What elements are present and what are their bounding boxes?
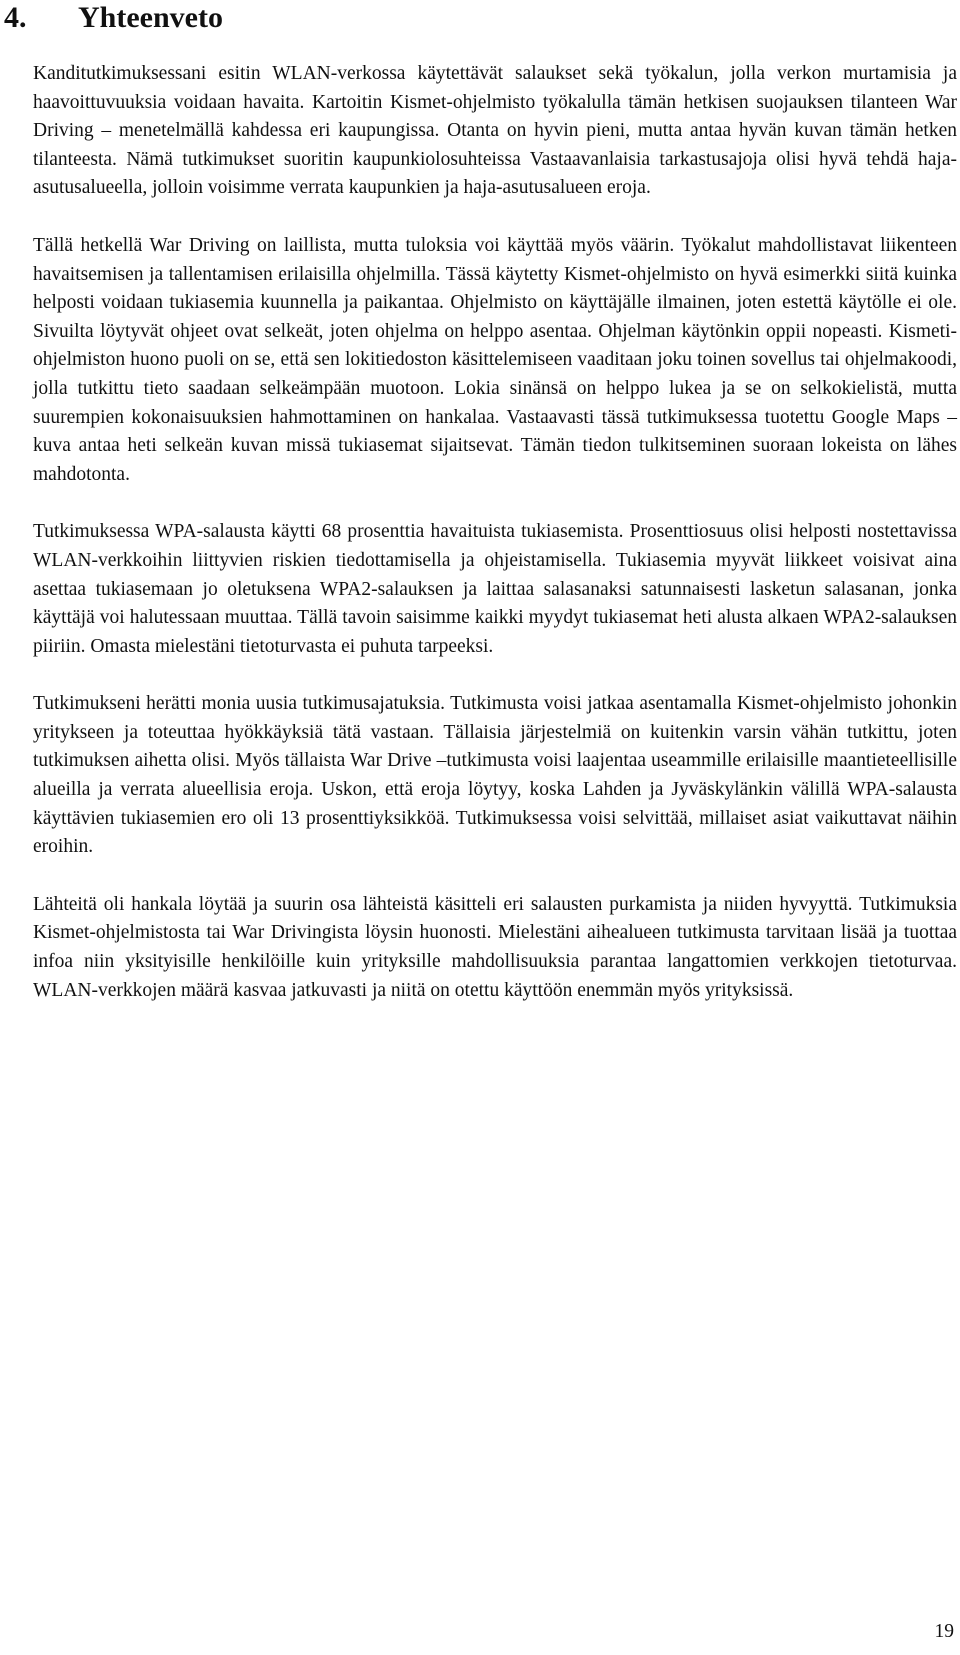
paragraph-sources: Lähteitä oli hankala löytää ja suurin osa lähteistä käsitteli eri salausten purkamista ja niiden hyvyyttä. Tutkimuksia Kismet-ohjelmistosta tai War Drivingista löysin huonosti. Mielestäni aihealueen tutkimusta tarvitaan lisää ja tuottaa infoa niin yksityisille henkilöille kuin yrityksille mahdollisuuksia parantaa langattomien verkkojen tietoturvaa. WLAN-verkkojen määrä kasvaa jatkuvasti ja niitä on otettu käyttöön enemmän myös yrityksissä. bbox=[33, 893, 957, 1001]
section-number: 4. bbox=[4, 1, 27, 34]
paragraph-wpa-results: Tutkimuksessa WPA-salausta käytti 68 prosenttia havaituista tukiasemista. Prosenttiosuus olisi helposti nostettavissa WLAN-verkkoihin liittyvien riskien tiedottamisella ja ohjeistamisella. Tukiasemia myyvät liikkeet voisivat aina asettaa tukiasemaan jo oletuksena WPA2-salauksen ja laittaa salasanaksi satunnaisesti lasketun salasanan, jonka käyttäjä voi halutessaan muuttaa. Tällä tavoin saisimme kaikki myydyt tukiasemat heti alusta alkaen WPA2-salauksen piiriin. Omasta mielestäni tietoturvasta ei puhuta tarpeeksi. bbox=[33, 521, 957, 657]
section-heading bbox=[4, 0, 223, 36]
section-title: Yhteenveto bbox=[78, 1, 223, 34]
paragraph-legality: Tällä hetkellä War Driving on laillista, mutta tuloksia voi käyttää myös väärin. Työkalut mahdollistavat liikenteen havaitsemisen ja tallentamisen erilaisilla ohjelmilla. Tässä käytetty Kismet-ohjelmisto on hyvä esimerkki siitä kuinka helposti voidaan tukiasemia kuunnella ja paikantaa. Ohjelmisto on käyttäjälle ilmainen, joten estettä käytölle ei ole. Sivuilta löytyvät ohjeet ovat selkeät, joten ohjelma on helppo asentaa. Ohjelman käytönkin oppii nopeasti. Kismeti-ohjelmiston huono puoli on se, että sen lokitiedoston käsittelemiseen vaaditaan joku toinen sovellus tai ohjelmakoodi, jolla tutkittu tieto saadaan selkeämpään muotoon. Lokia sinänsä on helppo lukea ja se on selkokielistä, mutta suurempien kokonaisuuksien hahmottaminen on hankalaa. Vastaavasti tässä tutkimuksessa tuotettu Google Maps –kuva antaa heti selkeän kuvan missä tukiasemat sijaitsevat. Tämän tiedon tulkitseminen suoraan lokeista on lähes mahdotonta. bbox=[33, 234, 957, 485]
page-number: 19 bbox=[934, 1621, 954, 1642]
paragraph-summary: Kanditutkimuksessani esitin WLAN-verkossa käytettävät salaukset sekä työkalun, jolla verkon murtamisia ja haavoittuvuuksia voidaan havaita. Kartoitin Kismet-ohjelmisto työkalulla tämän hetkisen suojauksen tilanteen War Driving – menetelmällä kahdessa eri kaupungissa. Otanta on hyvin pieni, mutta antaa hyvän kuvan tämän hetken tilanteesta. Nämä tutkimukset suoritin kaupunkiolosuhteissa Vastaavanlaisia tarkastusajoja olisi hyvä tehdä haja-asutusalueella, jolloin voisimme verrata kaupunkien ja haja-asutusalueen eroja. bbox=[33, 63, 957, 199]
paragraph-future-research: Tutkimukseni herätti monia uusia tutkimusajatuksia. Tutkimusta voisi jatkaa asentamalla Kismet-ohjelmisto johonkin yritykseen ja toteuttaa hyökkäyksiä tätä vastaan. Tällaisia järjestelmiä on kuitenkin varsin vähän tutkittu, joten tutkimuksen aihetta olisi. Myös tällaista War Drive –tutkimusta voisi laajentaa useammille erilaisille maantieteellisille alueilla ja verrata alueellisia eroja. Uskon, että eroja löytyy, koska Lahden ja Jyväskylänkin välillä WPA-salausta käyttävien tukiasemien ero oli 13 prosenttiyksikköä. Tutkimuksessa voisi selvittää, millaiset asiat vaikuttavat näihin eroihin. bbox=[33, 693, 957, 858]
body-text bbox=[33, 60, 957, 1034]
